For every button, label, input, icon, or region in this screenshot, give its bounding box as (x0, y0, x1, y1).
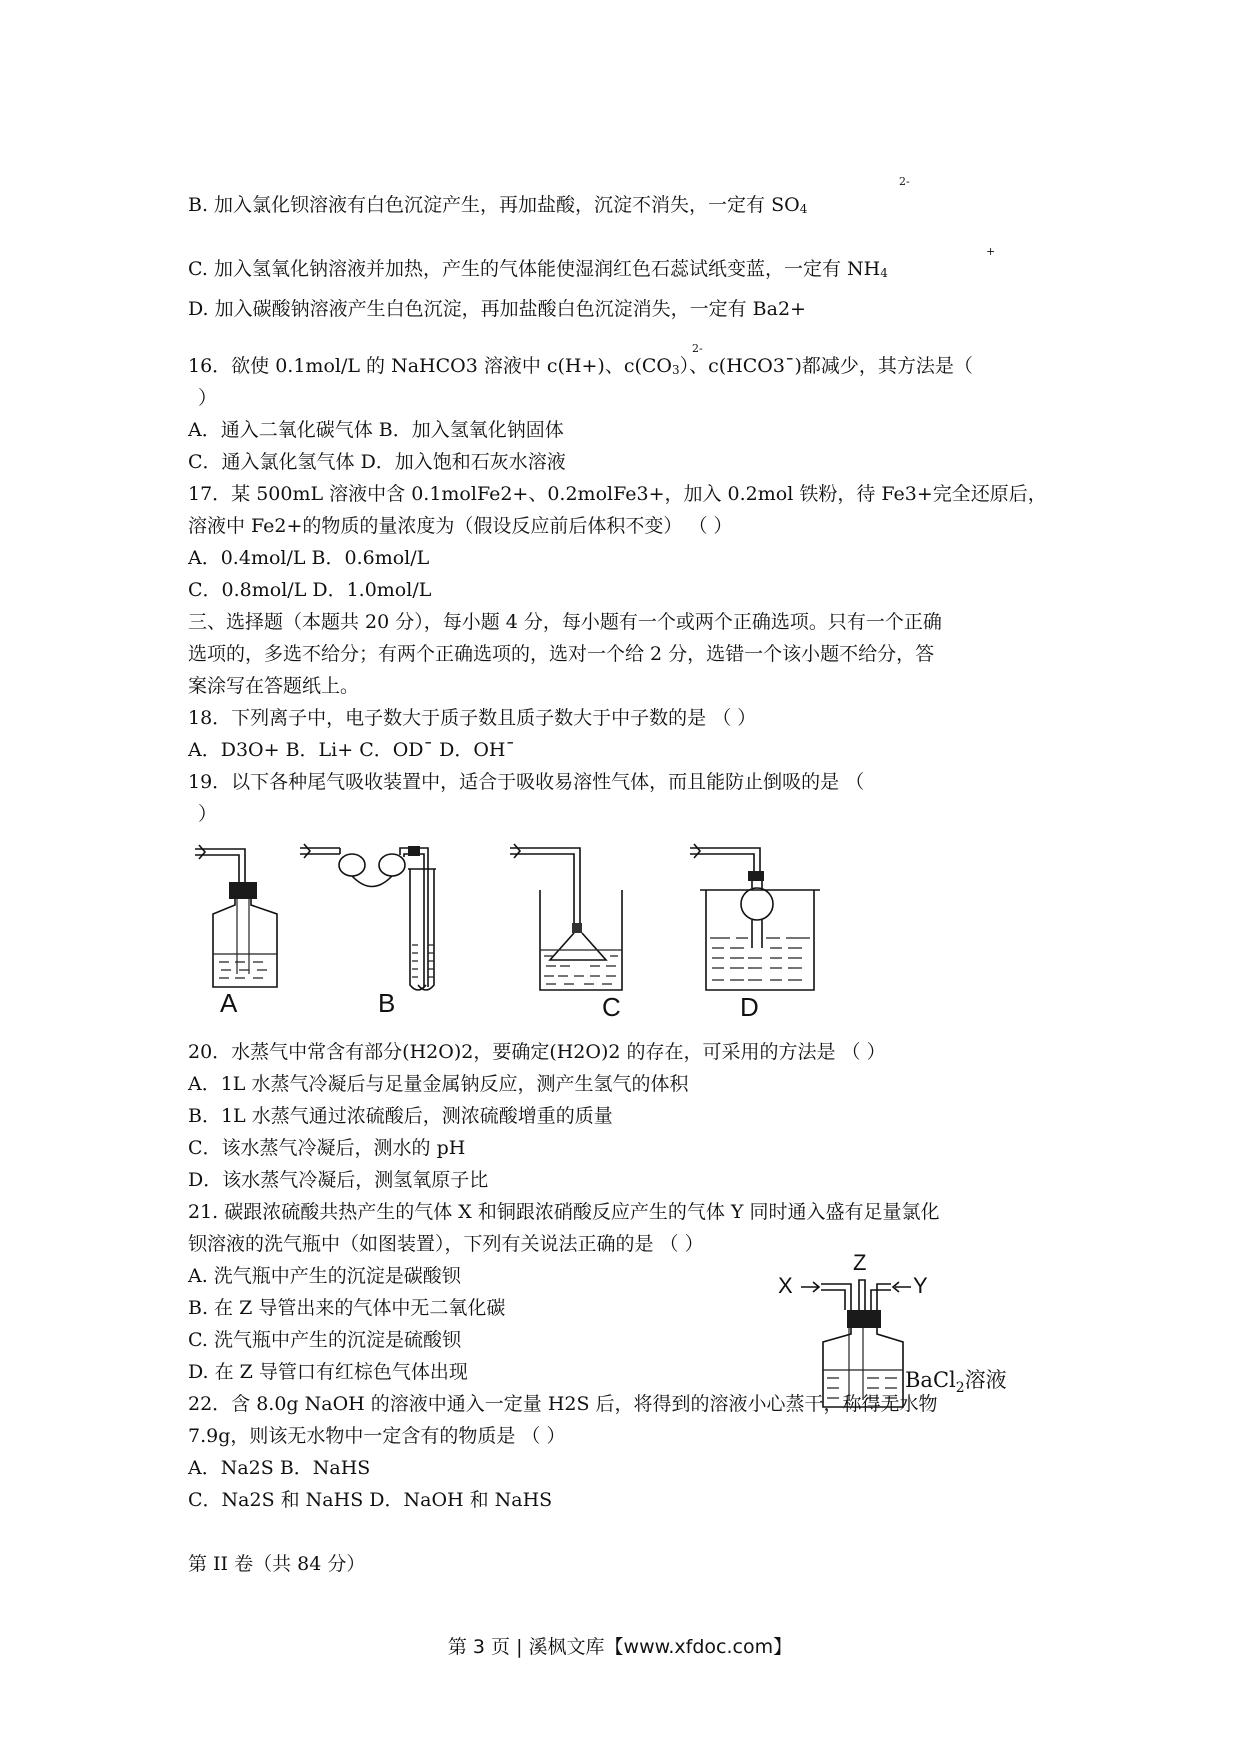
q22-options-ab: A．Na2S B．NaHS (188, 1457, 371, 1479)
q16-superscript: 2- (692, 342, 703, 355)
q21-stem-line1: 21. 碳跟浓硫酸共热产生的气体 X 和铜跟浓硝酸反应产生的气体 Y 同时通入盛有足量氯化 (188, 1201, 940, 1223)
page-footer: 第 3 页 | 溪枫文库【www.xfdoc.com】 (447, 1636, 793, 1658)
q20-stem: 20．水蒸气中常含有部分(H2O)2，要确定(H2O)2 的存在，可采用的方法是 （ ） (188, 1041, 886, 1063)
q19-stem: 19．以下各种尾气吸收装置中，适合于吸收易溶性气体，而且能防止倒吸的是 （ (188, 771, 865, 793)
q16-options-cd: C．通入氯化氢气体 D．加入饱和石灰水溶液 (188, 451, 566, 473)
q16-stem: 16．欲使 0.1mol/L 的 NaHCO3 溶液中 c(H+)、c(CO3）、c(HCO3¯)都减少，其方法是（ (188, 355, 973, 377)
apparatus-b-label: B (378, 988, 396, 1018)
q15-option-c: C. 加入氢氧化钠溶液并加热，产生的气体能使湿润红色石蕊试纸变蓝，一定有 NH4 (188, 258, 888, 280)
q19-stem-cont: ） (198, 803, 218, 825)
apparatus-d-diagram (690, 838, 830, 998)
q15-option-d: D. 加入碳酸钠溶液产生白色沉淀，再加盐酸白色沉淀消失，一定有 Ba2+ (188, 298, 806, 320)
q21-option-b: B. 在 Z 导管出来的气体中无二氧化碳 (188, 1297, 506, 1319)
apparatus-d-label: D (740, 992, 759, 1022)
section3-line2: 选项的，多选不给分；有两个正确选项的，选对一个给 2 分，选错一个该小题不给分，答 (188, 643, 935, 665)
q20-option-b: B．1L 水蒸气通过浓硫酸后，测浓硫酸增重的质量 (188, 1105, 613, 1127)
apparatus-c-label: C (602, 992, 621, 1022)
section3-line1: 三、选择题（本题共 20 分），每小题 4 分，每小题有一个或两个正确选项。只有一个正确 (188, 611, 942, 633)
fig-label-y: Y (913, 1273, 928, 1298)
fig-solution-label: BaCl$_2$溶液 (905, 1368, 1007, 1396)
q18-options: A．D3O+ B．Li+ C．OD¯ D．OH¯ (188, 739, 515, 761)
q21-option-c: C. 洗气瓶中产生的沉淀是硫酸钡 (188, 1329, 461, 1351)
q15-option-b: B. 加入氯化钡溶液有白色沉淀产生，再加盐酸，沉淀不消失，一定有 SO4 (188, 194, 808, 216)
apparatus-a-diagram (195, 842, 305, 992)
q21-stem-line2: 钡溶液的洗气瓶中（如图装置），下列有关说法正确的是 （ ） (188, 1233, 704, 1255)
apparatus-c-diagram (510, 838, 640, 998)
part2-heading: 第 II 卷（共 84 分） (188, 1553, 366, 1575)
q18-stem: 18．下列离子中，电子数大于质子数且质子数大于中子数的是 （ ） (188, 707, 757, 729)
q17-options-cd: C．0.8mol/L D．1.0mol/L (188, 579, 432, 601)
fig-label-x: X (778, 1273, 793, 1298)
q22-stem-line1: 22．含 8.0g NaOH 的溶液中通入一定量 H2S 后，将得到的溶液小心蒸干，称得无水物 (188, 1393, 938, 1415)
q20-option-a: A．1L 水蒸气冷凝后与足量金属钠反应，测产生氢气的体积 (188, 1073, 689, 1095)
fig-label-z: Z (853, 1250, 867, 1275)
q21-option-a: A. 洗气瓶中产生的沉淀是碳酸钡 (188, 1265, 461, 1287)
q16-stem-cont: ） (198, 387, 218, 409)
section3-line3: 案涂写在答题纸上。 (188, 675, 360, 697)
q15-b-superscript: 2- (899, 175, 910, 188)
q20-option-c: C．该水蒸气冷凝后，测水的 pH (188, 1137, 466, 1159)
q20-option-d: D．该水蒸气冷凝后，测氢氧原子比 (188, 1169, 489, 1191)
q17-stem-line2: 溶液中 Fe2+的物质的量浓度为（假设反应前后体积不变） （ ） (188, 515, 733, 537)
apparatus-b-diagram (300, 835, 450, 995)
q15-c-superscript: + (986, 245, 996, 258)
q17-options-ab: A．0.4mol/L B．0.6mol/L (188, 547, 430, 569)
q22-options-cd: C．Na2S 和 NaHS D．NaOH 和 NaHS (188, 1489, 553, 1511)
q16-options-ab: A．通入二氧化碳气体 B．加入氢氧化钠固体 (188, 419, 564, 441)
q17-stem-line1: 17．某 500mL 溶液中含 0.1molFe2+、0.2molFe3+，加入 0.2mol 铁粉，待 Fe3+完全还原后， (188, 483, 1047, 505)
apparatus-a-label: A (220, 988, 238, 1018)
q21-option-d: D. 在 Z 导管口有红棕色气体出现 (188, 1361, 468, 1383)
q22-stem-line2: 7.9g，则该无水物中一定含有的物质是 （ ） (188, 1425, 566, 1447)
